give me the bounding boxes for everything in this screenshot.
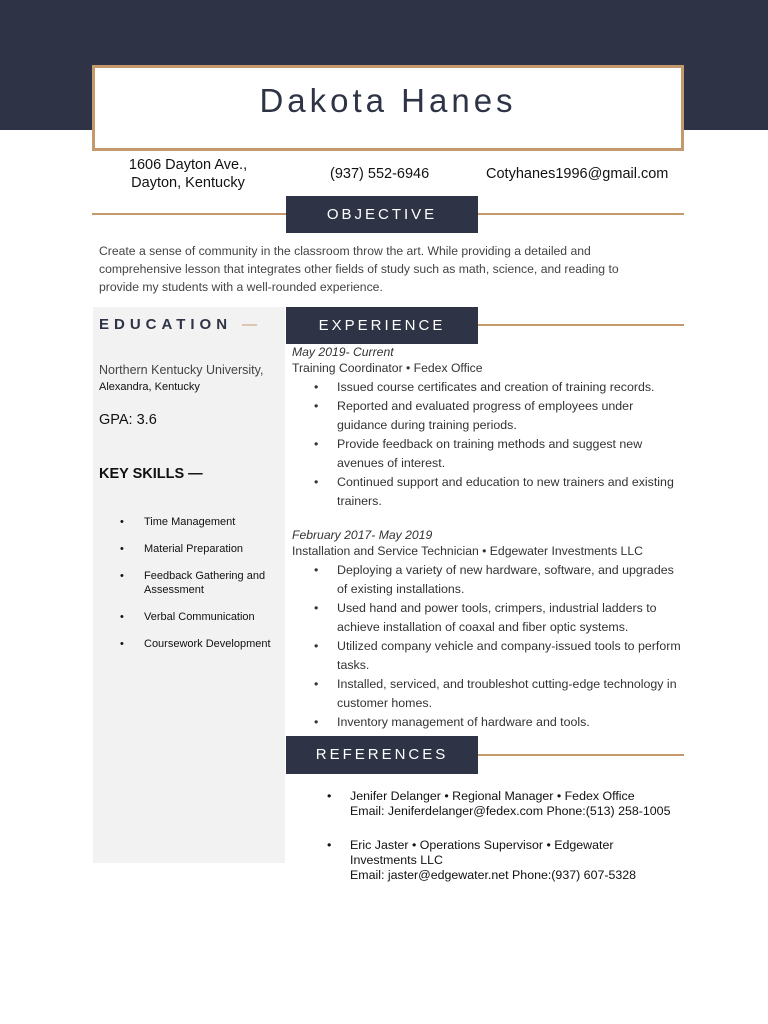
job-dates: February 2017- May 2019 [292, 528, 433, 542]
reference-name: • Eric Jaster • Operations Supervisor • Edgewater Investments LLC [350, 838, 614, 867]
experience-rule [478, 324, 684, 326]
job-entry [292, 528, 684, 732]
objective-rule-right [478, 213, 684, 215]
job-bullet: • Used hand and power tools, crimpers, industrial ladders to achieve installation of coaxal and fiber optic systems. [337, 599, 684, 637]
experience-heading: EXPERIENCE [286, 307, 478, 344]
job-title: Installation and Service Technician • Edgewater Investments LLC [292, 544, 643, 558]
phone: (937) 552-6946 [330, 166, 430, 182]
job-bullet: • Utilized company vehicle and company-issued tools to perform tasks. [337, 637, 684, 675]
address-line-1: 1606 Dayton Ave., [128, 157, 248, 173]
skills-list [144, 515, 282, 664]
skill-item: • Verbal Communication [144, 610, 282, 624]
reference-contact: Email: jaster@edgewater.net Phone:(937) 607-5328 [350, 868, 637, 882]
email: Cotyhanes1996@gmail.com [486, 166, 669, 182]
address-line-2: Dayton, Kentucky [131, 175, 245, 191]
references-list [350, 789, 675, 902]
job-bullets [292, 561, 684, 732]
job-bullet: • Provide feedback on training methods and suggest new avenues of interest. [337, 435, 684, 473]
job-bullet: • Issued course certificates and creation of training records. [337, 378, 684, 397]
objective-text: Create a sense of community in the classroom throw the art. While providing a detailed and comprehensive lesson that integrates other fields of study such as math, science, and reading to provide my students with a well-rounded experience. [99, 244, 619, 294]
job-bullet: • Reported and evaluated progress of employees under guidance during training periods. [337, 397, 684, 435]
skills-heading: KEY SKILLS — [99, 466, 203, 482]
job-dates: May 2019- Current [292, 345, 394, 359]
candidate-name: Dakota Hanes [259, 82, 517, 119]
job-bullets [292, 378, 684, 511]
gpa: GPA: 3.6 [99, 412, 157, 428]
school-name: Northern Kentucky University, [99, 363, 264, 377]
reference-item [350, 789, 675, 819]
education-dash: — [242, 316, 257, 333]
address [108, 156, 268, 192]
reference-name: • Jenifer Delanger • Regional Manager • Fedex Office [350, 789, 635, 803]
job-title: Training Coordinator • Fedex Office [292, 361, 483, 375]
job-bullet: • Installed, serviced, and troubleshot cutting-edge technology in customer homes. [337, 675, 684, 713]
skill-item: • Material Preparation [144, 542, 282, 556]
references-heading: REFERENCES [286, 736, 478, 774]
skill-item: • Coursework Development [144, 637, 282, 651]
objective-heading: OBJECTIVE [286, 196, 478, 233]
skill-item: • Feedback Gathering and Assessment [144, 569, 282, 597]
references-rule [478, 754, 684, 756]
job-spacer [292, 511, 684, 528]
job-bullet: • Deploying a variety of new hardware, software, and upgrades of existing installations. [337, 561, 684, 599]
job-bullet: • Inventory management of hardware and tools. [337, 713, 684, 732]
name-box [92, 65, 684, 151]
education-heading: EDUCATION [99, 316, 233, 333]
skill-item: • Time Management [144, 515, 282, 529]
reference-item [350, 838, 675, 883]
reference-contact: Email: Jeniferdelanger@fedex.com Phone:(513) 258-1005 [350, 804, 671, 818]
school-location: Alexandra, Kentucky [99, 381, 200, 393]
job-bullet: • Continued support and education to new trainers and existing trainers. [337, 473, 684, 511]
experience-section [292, 345, 684, 732]
job-entry [292, 345, 684, 511]
objective-rule-left [92, 213, 286, 215]
